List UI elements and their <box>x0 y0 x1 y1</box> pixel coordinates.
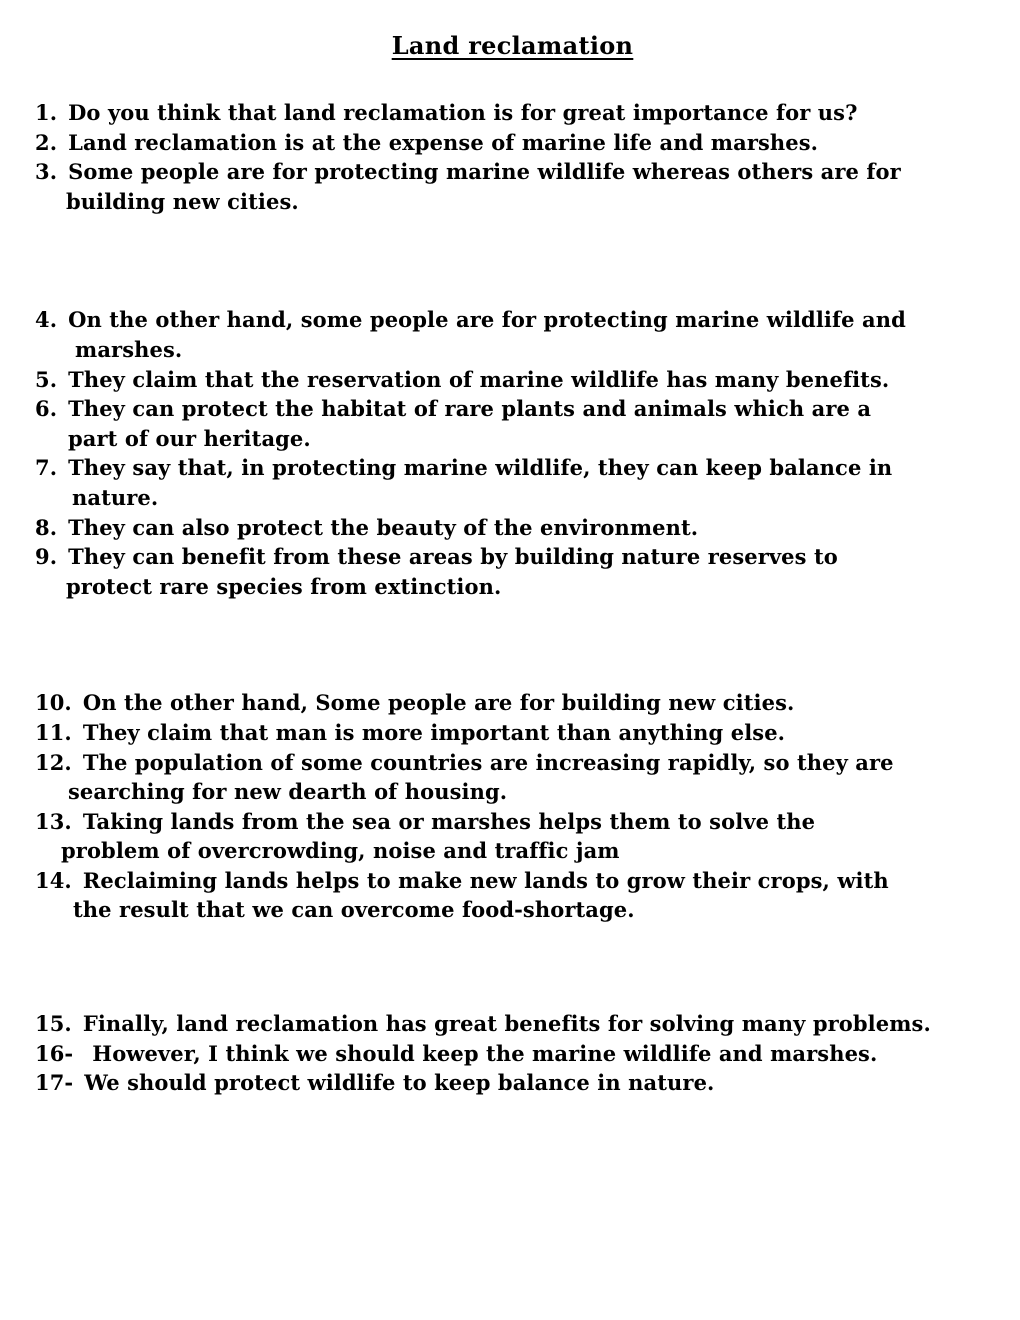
item-text: Land reclamation is at the expense of marine life and marshes. <box>68 129 819 155</box>
item-number: 12. <box>35 749 72 775</box>
list-item <box>35 128 990 158</box>
item-text: They claim that man is more important than anything else. <box>82 719 786 745</box>
item-number: 6. <box>35 396 58 422</box>
item-text: On the other hand, Some people are for building new cities. <box>82 690 795 716</box>
item-text-continuation: searching for new dearth of housing. <box>68 779 508 805</box>
item-text: Finally, land reclamation has great benefits for solving many problems. <box>82 1011 931 1037</box>
item-number: 9. <box>35 544 58 570</box>
item-number: 14. <box>35 867 72 893</box>
list-item <box>35 1039 990 1069</box>
list-item <box>35 98 990 128</box>
item-text: They can benefit from these areas by building nature reserves to <box>68 544 838 570</box>
list-item <box>35 157 990 216</box>
list-item <box>35 453 990 512</box>
item-number: 1. <box>35 100 58 125</box>
item-text: Do you think that land reclamation is for great importance for us? <box>68 100 858 125</box>
item-text-continuation: problem of overcrowding, noise and traffic jam <box>61 838 620 864</box>
item-number: 2. <box>35 129 58 155</box>
item-number: 5. <box>35 366 58 392</box>
paragraph-group-intro <box>35 98 990 216</box>
item-text: Reclaiming lands helps to make new lands to grow their crops, with <box>82 867 889 893</box>
item-text: They can protect the habitat of rare plants and animals which are a <box>68 396 872 422</box>
item-text-continuation: the result that we can overcome food-shortage. <box>73 897 635 923</box>
item-text-continuation: marshes. <box>75 336 183 362</box>
page-title <box>35 30 990 62</box>
item-number: 15. <box>35 1011 72 1037</box>
item-text-continuation: building new cities. <box>66 188 299 214</box>
item-number: 17- <box>35 1070 74 1096</box>
list-item <box>35 807 990 866</box>
list-item <box>35 866 990 925</box>
list-item <box>35 748 990 807</box>
item-number: 4. <box>35 307 58 333</box>
item-text-continuation: part of our heritage. <box>68 425 311 451</box>
list-item <box>35 1068 990 1098</box>
item-text: Taking lands from the sea or marshes helps them to solve the <box>82 808 816 834</box>
item-text: The population of some countries are increasing rapidly, so they are <box>82 749 894 775</box>
list-item <box>35 1009 990 1039</box>
item-number: 7. <box>35 455 58 481</box>
paragraph-group-conclusion <box>35 1009 990 1098</box>
item-number: 8. <box>35 514 58 540</box>
item-text-continuation: nature. <box>72 484 159 510</box>
list-item <box>35 513 990 543</box>
item-text: They say that, in protecting marine wildlife, they can keep balance in <box>68 455 893 481</box>
list-item <box>35 394 990 453</box>
item-number: 3. <box>35 159 58 185</box>
item-number: 11. <box>35 719 72 745</box>
item-number: 10. <box>35 690 72 716</box>
paragraph-group-build-cities <box>35 688 990 925</box>
item-text: They can also protect the beauty of the environment. <box>68 514 699 540</box>
item-text: They claim that the reservation of marine wildlife has many benefits. <box>68 366 890 392</box>
item-text-continuation: protect rare species from extinction. <box>66 573 502 599</box>
list-item <box>35 542 990 601</box>
item-text: However, I think we should keep the marine wildlife and marshes. <box>92 1040 878 1066</box>
list-item <box>35 365 990 395</box>
item-text: Some people are for protecting marine wildlife whereas others are for <box>68 159 901 185</box>
list-item <box>35 305 990 364</box>
page-title-text: Land reclamation <box>391 31 634 60</box>
item-text: On the other hand, some people are for protecting marine wildlife and <box>68 307 906 333</box>
list-item <box>35 718 990 748</box>
item-number: 13. <box>35 808 72 834</box>
item-text: We should protect wildlife to keep balance in nature. <box>84 1070 715 1096</box>
list-item <box>35 688 990 718</box>
item-number: 16- <box>35 1040 74 1066</box>
paragraph-group-protect-wildlife <box>35 305 990 601</box>
